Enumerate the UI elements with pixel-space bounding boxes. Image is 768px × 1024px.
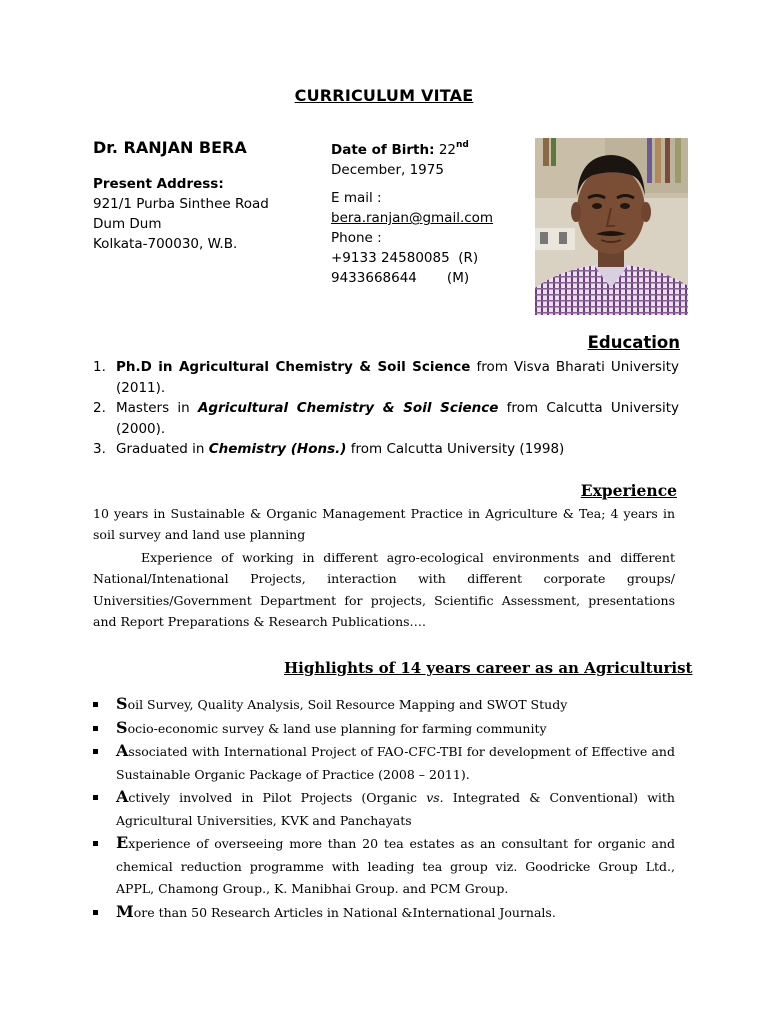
address-line: Kolkata-700030, W.B. (93, 236, 238, 252)
drop-cap: E (116, 833, 129, 852)
address-line: 921/1 Purba Sinthee Road (93, 196, 269, 212)
highlight-text: xperience of overseeing more than 20 tea estates as an consultant for organic and chemical reduction programme with leading tea group viz. Goodricke Group Ltd., APPL, Chamong Group., K. Manibhai Group. and PCM Group. (116, 836, 675, 896)
list-number: 2. (93, 400, 106, 416)
highlight-item (93, 901, 675, 925)
highlight-item (93, 693, 675, 717)
education-list (93, 357, 679, 460)
date-of-birth (331, 135, 531, 180)
square-bullet-icon (93, 749, 98, 754)
highlight-item (93, 740, 675, 786)
email-label: E mail : (331, 190, 382, 206)
document-title: CURRICULUM VITAE (294, 86, 474, 105)
degree-name: Ph.D in Agricultural Chemistry & Soil Science (116, 359, 471, 375)
degree-subject: Chemistry (Hons.) (208, 441, 347, 457)
experience-heading: Experience (580, 481, 677, 500)
address-block (93, 174, 269, 254)
list-number: 1. (93, 359, 106, 375)
square-bullet-icon (93, 910, 98, 915)
drop-cap: A (116, 787, 129, 806)
phone-residence: +9133 24580085 (R) (331, 250, 479, 266)
drop-cap: A (116, 741, 129, 760)
degree-detail: from Calcutta University (2000). (116, 400, 680, 437)
contact-block (331, 135, 531, 288)
highlight-text: ctively involved in Pilot Projects (Organic (128, 790, 427, 805)
address-label: Present Address: (93, 176, 224, 192)
profile-photo (535, 138, 688, 315)
highlight-text: Integrated & Conventional) with Agricultural Universities, KVK and Panchayats (116, 790, 675, 828)
experience-summary: 10 years in Sustainable & Organic Management Practice in Agriculture & Tea; 4 years in soil survey and land use planning (93, 506, 675, 542)
highlight-text: ocio-economic survey & land use planning for farming community (127, 720, 547, 736)
degree-detail: from Visva Bharati University (2011). (116, 359, 679, 396)
degree-detail: from Calcutta University (1998) (346, 441, 565, 457)
highlight-text: ssociated with International Project of FAO-CFC-TBI for development of Effective and Sustainable Organic Package of Practice (2008 – 2011). (116, 744, 675, 782)
experience-detail: Experience of working in different agro-ecological environments and different National/Intenational Projects, interaction with different corporate groups/ Universities/Government Department for projects, Scientific Assessment, presentations and Report Preparations & Research Publications…. (93, 550, 675, 629)
dob-suffix: nd (456, 140, 469, 150)
highlights-heading: Highlights of 14 years career as an Agriculturist (284, 659, 693, 677)
phone-label: Phone : (331, 230, 382, 246)
education-item (93, 357, 679, 398)
square-bullet-icon (93, 702, 98, 707)
dob-rest: December, 1975 (331, 162, 444, 178)
highlight-item (93, 786, 675, 832)
square-bullet-icon (93, 726, 98, 731)
square-bullet-icon (93, 841, 98, 846)
highlight-emphasis: vs. (426, 790, 444, 805)
list-number: 3. (93, 441, 106, 457)
highlight-item (93, 832, 675, 901)
education-heading: Education (587, 333, 680, 352)
dob-day: 22 (438, 142, 456, 158)
square-bullet-icon (93, 795, 98, 800)
education-item (93, 439, 679, 460)
drop-cap: S (116, 717, 128, 737)
phone-mobile: 9433668644 (M) (331, 270, 470, 286)
degree-subject: Agricultural Chemistry & Soil Science (197, 400, 499, 416)
highlights-list (93, 693, 675, 924)
drop-cap: S (116, 694, 128, 713)
education-item (93, 398, 679, 439)
highlight-text: ore than 50 Research Articles in National &International Journals. (133, 904, 556, 920)
highlight-item (93, 717, 675, 741)
degree-prefix: Graduated in (116, 441, 209, 457)
dob-label: Date of Birth: (331, 142, 435, 158)
candidate-name: Dr. RANJAN BERA (93, 138, 247, 157)
email-link[interactable]: bera.ranjan@gmail.com (331, 210, 494, 226)
drop-cap: M (116, 901, 134, 921)
address-line: Dum Dum (93, 216, 162, 232)
highlight-text: oil Survey, Quality Analysis, Soil Resource Mapping and SWOT Study (127, 697, 568, 712)
degree-prefix: Masters in (116, 400, 198, 416)
